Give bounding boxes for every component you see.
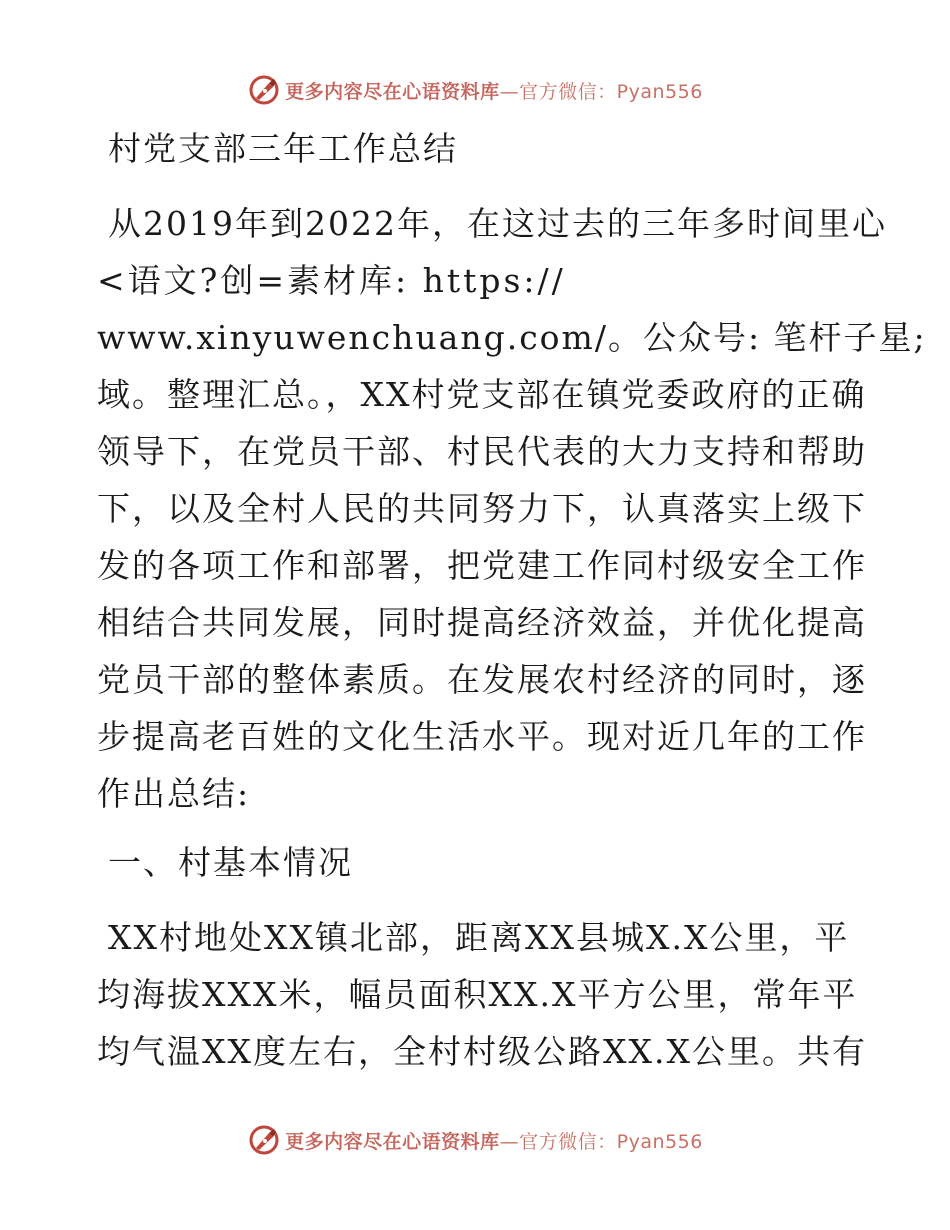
text-line: 域。整理汇总。，XX村党支部在镇党委政府的正确 [97, 375, 867, 414]
text-line: 步提高老百姓的文化生活水平。现对近几年的工作 [97, 717, 867, 756]
text-line: 下，以及全村人民的共同努力下，认真落实上级下 [97, 489, 867, 528]
paragraph-basic-info [97, 909, 867, 1080]
banner-dash: — [499, 80, 520, 103]
banner-brand: 更多内容尽在心语资料库 [285, 80, 500, 103]
text-line: 相结合共同发展，同时提高经济效益，并优化提高 [97, 603, 867, 642]
text-line: 均海拔XXX米，幅员面积XX.X平方公里，常年平 [97, 975, 858, 1014]
banner-dash: — [499, 1130, 520, 1153]
text-line: 发的各项工作和部署，把党建工作同村级安全工作 [97, 546, 867, 585]
section-heading: 一、村基本情况 [108, 843, 353, 882]
banner-brand: 更多内容尽在心语资料库 [285, 1130, 500, 1153]
header-watermark-banner [0, 70, 950, 110]
text-line: 党员干部的整体素质。在发展农村经济的同时，逐 [97, 660, 867, 699]
pen-nib-logo-icon [247, 1123, 281, 1157]
text-line: 均气温XX度左右，全村村级公路XX.X公里。共有 [97, 1032, 867, 1071]
banner-suffix: 官方微信：Pyan556 [519, 1130, 703, 1153]
document-body [97, 120, 927, 1080]
document-title: 村党支部三年工作总结 [108, 129, 458, 168]
text-line: 作出总结: [97, 774, 251, 813]
text-line: 从2019年到2022年，在这过去的三年多时间里心 [108, 204, 887, 243]
footer-watermark-banner [0, 1120, 950, 1160]
pen-nib-logo-icon [247, 73, 281, 107]
banner-text [285, 77, 703, 104]
banner-suffix: 官方微信：Pyan556 [519, 80, 703, 103]
text-line: <语文?创=素材库: https:// [97, 261, 566, 300]
text-line: XX村地处XX镇北部，距离XX县城X.X公里，平 [108, 918, 850, 957]
text-line: 领导下，在党员干部、村民代表的大力支持和帮助 [97, 432, 867, 471]
paragraph-intro [97, 195, 927, 822]
text-line: www.xinyuwenchuang.com/。公众号: 笔杆子星; [97, 318, 927, 357]
banner-text [285, 1127, 703, 1154]
